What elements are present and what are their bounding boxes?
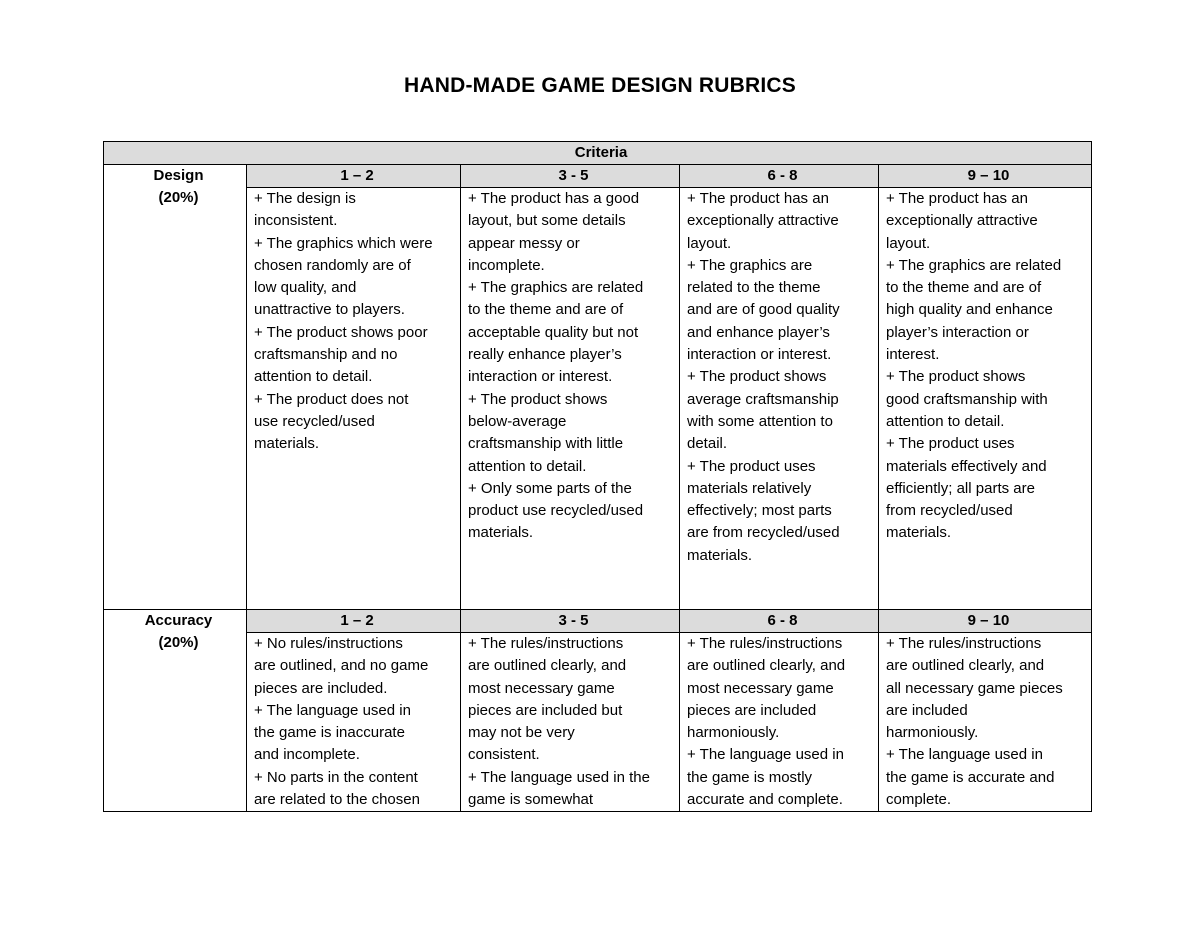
descriptor-line: average craftsmanship [687,390,839,408]
descriptor-line: + The graphics are [687,256,813,274]
score-header: 3 - 5 [461,165,680,188]
descriptor-line: are from recycled/used [687,524,840,542]
descriptor-line: appear messy or [468,234,580,252]
descriptor-line: materials. [254,435,320,453]
descriptor-line: layout, but some details [468,212,626,230]
descriptor-line: below-average [468,412,567,430]
descriptor-line: incomplete. [468,256,545,274]
descriptor-line: related to the theme [687,279,821,297]
descriptor-line: materials. [687,546,753,564]
descriptor-cell [247,633,461,812]
descriptor-line: from recycled/used [886,502,1013,520]
descriptor-line: most necessary game [687,679,834,697]
descriptor-line: most necessary game [468,679,615,697]
criterion-weight: (20%) [158,634,199,651]
descriptor-line: to the theme and are of [468,301,624,319]
descriptor-line: low quality, and [254,279,357,297]
page-title: HAND-MADE GAME DESIGN RUBRICS [404,74,796,97]
descriptor-line: use recycled/used [254,412,375,430]
descriptor-line: pieces are included. [254,679,388,697]
descriptor-line: + The product has an [886,190,1028,207]
descriptor-line: + The graphics are related [468,279,644,297]
criterion-weight: (20%) [158,189,199,206]
descriptor-line: are outlined, and no game [254,657,429,675]
descriptor-cell [879,188,1092,610]
descriptor-line: pieces are included [687,701,817,719]
descriptor-line: + The product has a good [468,190,640,207]
descriptor-line: unattractive to players. [254,301,405,319]
descriptor-line: the game is mostly [687,768,813,786]
accuracy-criterion-label [104,610,247,812]
descriptor-line: high quality and enhance [886,301,1053,319]
descriptor-line: + The graphics are related [886,256,1062,274]
descriptor-line: the game is accurate and [886,768,1055,786]
descriptor-line: craftsmanship with little [468,435,624,453]
descriptor-line: + The rules/instructions [468,635,624,652]
descriptor-cell [461,633,680,812]
descriptor-line: + The product does not [254,390,409,408]
descriptor-line: may not be very [468,724,575,742]
descriptor-line: are included [886,701,968,719]
descriptor-line: player’s interaction or [886,323,1029,341]
descriptor-line: + The product shows [687,368,827,386]
descriptor-line: materials. [468,524,534,542]
descriptor-line: + No parts in the content [254,768,418,786]
descriptor-line: + The language used in [886,746,1043,764]
descriptor-line: pieces are included but [468,701,623,719]
score-header: 9 – 10 [879,165,1092,188]
descriptor-line: + The graphics which were [254,234,433,252]
descriptor-line: to the theme and are of [886,279,1042,297]
descriptor-line: + Only some parts of the [468,479,632,497]
descriptor-line: + The product has an [687,190,829,207]
criteria-header: Criteria [104,142,1092,165]
score-header: 6 - 8 [680,165,879,188]
descriptor-line: are outlined clearly, and [886,657,1045,675]
descriptor-line: good craftsmanship with [886,390,1048,408]
descriptor-line: layout. [687,234,732,252]
descriptor-line: effectively; most parts [687,502,832,520]
descriptor-line: + The language used in the [468,768,650,786]
rubric-table [103,141,1092,812]
descriptor-line: + The design is [254,190,356,207]
descriptor-line: and incomplete. [254,746,360,764]
descriptor-line: + The product shows poor [254,323,428,341]
descriptor-line: consistent. [468,746,540,764]
score-header: 6 - 8 [680,610,879,633]
descriptor-line: chosen randomly are of [254,256,411,274]
score-header: 3 - 5 [461,610,680,633]
criterion-name: Accuracy [144,612,213,629]
descriptor-line: acceptable quality but not [468,323,639,341]
descriptor-line: all necessary game pieces [886,679,1063,697]
descriptor-line: interest. [886,346,940,364]
descriptor-line: and enhance player’s [687,323,830,341]
descriptor-line: + The language used in [254,701,411,719]
descriptor-line: efficiently; all parts are [886,479,1035,497]
descriptor-line: the game is inaccurate [254,724,405,742]
descriptor-line: are related to the chosen [254,791,420,809]
descriptor-line: accurate and complete. [687,791,843,809]
descriptor-cell [879,633,1092,812]
descriptor-line: inconsistent. [254,212,338,230]
descriptor-line: are outlined clearly, and [468,657,627,675]
descriptor-line: detail. [687,435,728,453]
descriptor-line: + The product shows [886,368,1026,386]
descriptor-line: + The product shows [468,390,608,408]
descriptor-line: complete. [886,791,952,809]
descriptor-line: materials. [886,524,952,542]
descriptor-line: + The language used in [687,746,844,764]
descriptor-line: are outlined clearly, and [687,657,846,675]
score-header: 1 – 2 [247,610,461,633]
descriptor-line: attention to detail. [886,412,1005,430]
descriptor-line: really enhance player’s [468,346,622,364]
descriptor-line: with some attention to [687,412,833,430]
descriptor-line: game is somewhat [468,791,594,809]
descriptor-line: craftsmanship and no [254,346,398,364]
descriptor-line: exceptionally attractive [687,212,839,230]
descriptor-line: materials effectively and [886,457,1047,475]
design-criterion-label [104,165,247,610]
descriptor-line: + No rules/instructions [254,635,403,652]
descriptor-line: interaction or interest. [687,346,832,364]
descriptor-line: harmoniously. [687,724,780,742]
descriptor-line: + The product uses [687,457,816,475]
descriptor-line: interaction or interest. [468,368,613,386]
descriptor-line: and are of good quality [687,301,840,319]
score-header: 1 – 2 [247,165,461,188]
descriptor-cell [680,188,879,610]
descriptor-line: attention to detail. [254,368,373,386]
descriptor-line: harmoniously. [886,724,979,742]
descriptor-line: + The product uses [886,435,1015,453]
criterion-name: Design [153,167,204,184]
descriptor-line: product use recycled/used [468,502,644,520]
descriptor-line: + The rules/instructions [886,635,1042,652]
descriptor-line: exceptionally attractive [886,212,1038,230]
descriptor-line: + The rules/instructions [687,635,843,652]
descriptor-cell [461,188,680,610]
descriptor-cell [247,188,461,610]
descriptor-cell [680,633,879,812]
descriptor-line: layout. [886,234,931,252]
descriptor-line: attention to detail. [468,457,587,475]
score-header: 9 – 10 [879,610,1092,633]
descriptor-line: materials relatively [687,479,812,497]
